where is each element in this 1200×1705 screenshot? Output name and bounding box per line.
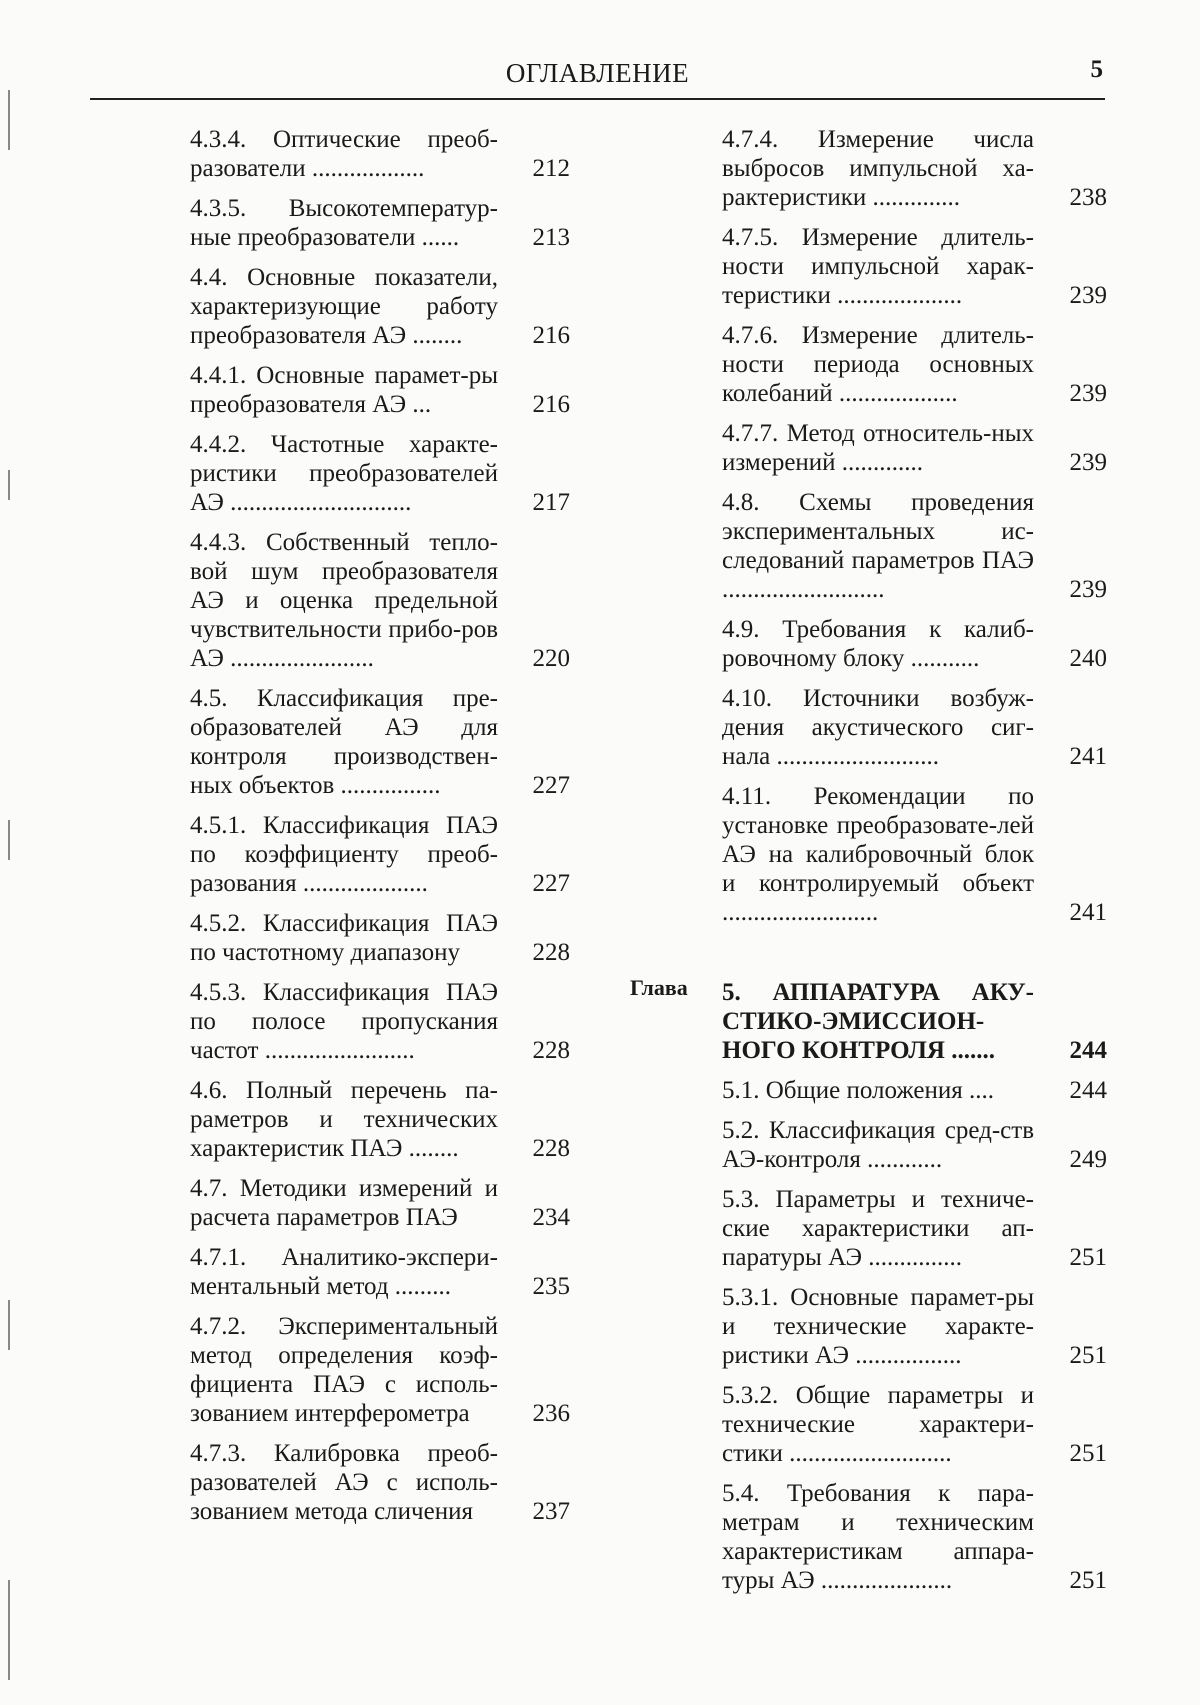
toc-entry-title: 5.3.2. Общие параметры и технические характери-стики .......................... [722, 1382, 1034, 1467]
toc-entry-title: 4.7.7. Метод относитель-ных измерений ............. [722, 420, 1034, 476]
toc-entry [722, 782, 1107, 927]
toc-entry-page: 241 [1069, 743, 1107, 770]
toc-entry-page: 228 [532, 1135, 570, 1162]
toc-left-column [190, 125, 570, 1537]
toc-entry-title: 5.1. Общие положения .... [722, 1077, 994, 1104]
toc-entry-title: 4.5.3. Классификация ПАЭ по полосе пропускания частот ........................ [190, 979, 498, 1064]
toc-entry-title: 4.4.3. Собственный тепло-вой шум преобразователя АЭ и оценка предельной чувствительности прибо-ров АЭ ....................... [190, 529, 498, 672]
toc-entry-title: 5.4. Требования к пара-метрам и техническим характеристикам аппара-туры АЭ ..................... [722, 1480, 1034, 1594]
toc-entry [190, 978, 570, 1065]
toc-entry-title: 5.2. Классификация сред-ств АЭ-контроля ............ [722, 1117, 1034, 1173]
toc-entry-title: 4.5.2. Классификация ПАЭ по частотному диапазону [190, 910, 498, 966]
toc-entry-page: 216 [532, 391, 570, 418]
toc-entry-page: 239 [1069, 576, 1107, 603]
toc-entry [190, 528, 570, 673]
toc-entry-page: 228 [532, 939, 570, 966]
toc-entry-page: 235 [532, 1273, 570, 1300]
toc-entry-page: 251 [1069, 1244, 1107, 1271]
toc-entry [722, 1185, 1107, 1272]
toc-entry [190, 1076, 570, 1163]
toc-entry [190, 1243, 570, 1301]
toc-entry-page: 244 [1069, 1037, 1107, 1064]
toc-entry [722, 419, 1107, 477]
toc-entry [190, 125, 570, 183]
toc-entry [722, 1076, 1107, 1105]
scan-edge-mark [8, 820, 10, 860]
toc-entry [190, 1439, 570, 1526]
toc-entry-title: 5.3. Параметры и техниче-ские характеристики ап-паратуры АЭ ............... [722, 1186, 1034, 1271]
toc-entry-title: 4.6. Полный перечень па-раметров и технических характеристик ПАЭ ........ [190, 1077, 498, 1162]
toc-entry-title: 4.4. Основные показатели, характеризующие работу преобразователя АЭ ........ [190, 264, 498, 349]
chapter-label: Глава [630, 975, 688, 1000]
toc-entry-page: 240 [1069, 645, 1107, 672]
toc-entry-page: 239 [1069, 282, 1107, 309]
toc-entry-page: 234 [532, 1204, 570, 1231]
scan-edge-mark [8, 1300, 10, 1350]
toc-chapter-entry [722, 978, 1107, 1065]
toc-entry-page: 212 [532, 155, 570, 182]
toc-entry-title: 4.7.2. Экспериментальный метод определения коэф-фициента ПАЭ с исполь-зованием интерферометра [190, 1313, 498, 1427]
toc-entry [190, 811, 570, 898]
toc-entry [190, 194, 570, 252]
toc-entry-title: 4.3.5. Высокотемператур-ные преобразователи ...... [190, 195, 498, 251]
toc-entry-title: 4.5.1. Классификация ПАЭ по коэффициенту преоб-разования .................... [190, 812, 498, 897]
toc-entry [190, 909, 570, 967]
toc-entry-page: 239 [1069, 449, 1107, 476]
page-title: ОГЛАВЛЕНИЕ [505, 58, 690, 88]
toc-entry [722, 1381, 1107, 1468]
toc-entry [722, 125, 1107, 212]
toc-entry-title: 4.9. Требования к калиб-ровочному блоку ........... [722, 616, 1034, 672]
toc-entry-page: 249 [1069, 1146, 1107, 1173]
toc-entry [190, 430, 570, 517]
toc-entry-page: 238 [1069, 184, 1107, 211]
page-header [90, 52, 1105, 100]
toc-entry-title: 4.8. Схемы проведения экспериментальных ис-следований параметров ПАЭ .......................... [722, 489, 1034, 603]
toc-entry-page: 220 [532, 645, 570, 672]
toc-entry-title: 4.3.4. Оптические преоб-разователи .................. [190, 126, 498, 182]
toc-entry-title: 4.4.1. Основные парамет-ры преобразователя АЭ ... [190, 362, 498, 418]
toc-entry [190, 361, 570, 419]
toc-entry-page: 251 [1069, 1567, 1107, 1594]
toc-entry-title: 4.11. Рекомендации по установке преобразовате-лей АЭ на калибровочный блок и контролируемый объект ......................... [722, 783, 1034, 926]
toc-entry-title: 4.7.3. Калибровка преоб-разователей АЭ с исполь-зованием метода сличения [190, 1440, 498, 1525]
toc-entry-title: 4.7.1. Аналитико-экспери-ментальный метод ......... [190, 1244, 498, 1300]
toc-entry [190, 1174, 570, 1232]
toc-entry [722, 684, 1107, 771]
toc-entry [722, 223, 1107, 310]
toc-entry [722, 1479, 1107, 1595]
scan-edge-mark [8, 470, 10, 500]
scan-edge-mark [8, 1580, 10, 1680]
toc-entry-page: 227 [532, 772, 570, 799]
toc-entry-title: 4.7.5. Измерение длитель-ности импульсной харак-теристики .................... [722, 224, 1034, 309]
toc-entry-page: 213 [532, 224, 570, 251]
section-gap [722, 938, 1107, 978]
toc-entry-page: 217 [532, 489, 570, 516]
toc-entry [722, 488, 1107, 604]
toc-entry [190, 684, 570, 800]
toc-entry-title: 4.4.2. Частотные характе-ристики преобразователей АЭ ............................. [190, 431, 498, 516]
toc-entry-page: 237 [532, 1498, 570, 1525]
toc-entry-page: 251 [1069, 1342, 1107, 1369]
toc-entry [190, 1312, 570, 1428]
toc-entry-title: 4.7.4. Измерение числа выбросов импульсной ха-рактеристики .............. [722, 126, 1034, 211]
toc-entry [722, 321, 1107, 408]
toc-entry-title: 5.3.1. Основные парамет-ры и технические характе-ристики АЭ ................. [722, 1284, 1034, 1369]
toc-entry-title: 4.5. Классификация пре-образователей АЭ для контроля производствен-ных объектов ................ [190, 685, 498, 799]
toc-entry-page: 244 [1069, 1077, 1107, 1104]
toc-entry-title: 4.7.6. Измерение длитель-ности периода основных колебаний ................... [722, 322, 1034, 407]
toc-entry-page: 236 [532, 1400, 570, 1427]
page-number: 5 [1090, 56, 1103, 83]
toc-entry-page: 251 [1069, 1440, 1107, 1467]
toc-entry [722, 615, 1107, 673]
toc-right-column [722, 125, 1107, 1606]
scan-edge-mark [8, 90, 10, 150]
toc-entry-page: 239 [1069, 380, 1107, 407]
toc-entry-page: 216 [532, 322, 570, 349]
toc-entry-page: 228 [532, 1037, 570, 1064]
toc-entry [190, 263, 570, 350]
toc-entry [722, 1283, 1107, 1370]
toc-entry-page: 227 [532, 870, 570, 897]
toc-entry-title: 5. АППАРАТУРА АКУ-СТИКО-ЭМИССИОН-НОГО КОНТРОЛЯ ....... [722, 979, 1034, 1064]
toc-entry-page: 241 [1069, 899, 1107, 926]
toc-entry-title: 4.10. Источники возбуж-дения акустического сиг-нала .......................... [722, 685, 1034, 770]
toc-entry-title: 4.7. Методики измерений и расчета параметров ПАЭ [190, 1175, 498, 1231]
toc-entry [722, 1116, 1107, 1174]
